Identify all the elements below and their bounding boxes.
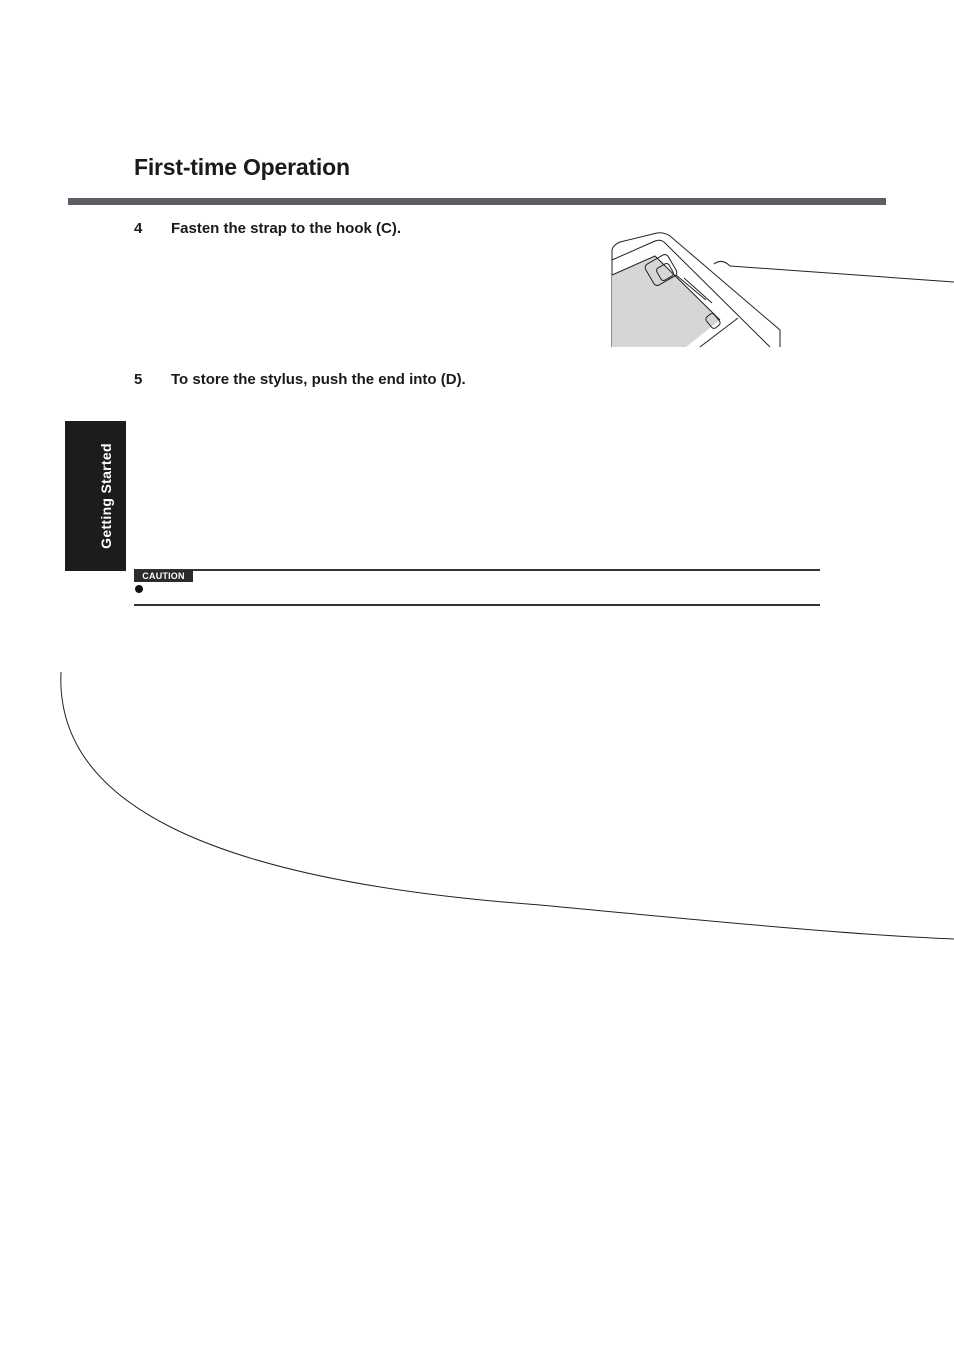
caution-top-rule [134,569,820,571]
side-tab-label: Getting Started [98,443,114,549]
page-title: First-time Operation [134,154,350,180]
bullet-icon [135,585,143,593]
step-number: 4 [134,220,143,237]
step-text: To store the stylus, push the end into (D). [171,371,466,388]
page-curve-decoration [61,672,954,939]
step-number: 5 [134,371,143,388]
caution-badge: CAUTION [134,570,193,582]
device-corner-drawing [612,233,954,347]
section-side-tab [65,421,126,571]
caution-bottom-rule [134,604,820,606]
step-text: Fasten the strap to the hook (C). [171,220,402,237]
